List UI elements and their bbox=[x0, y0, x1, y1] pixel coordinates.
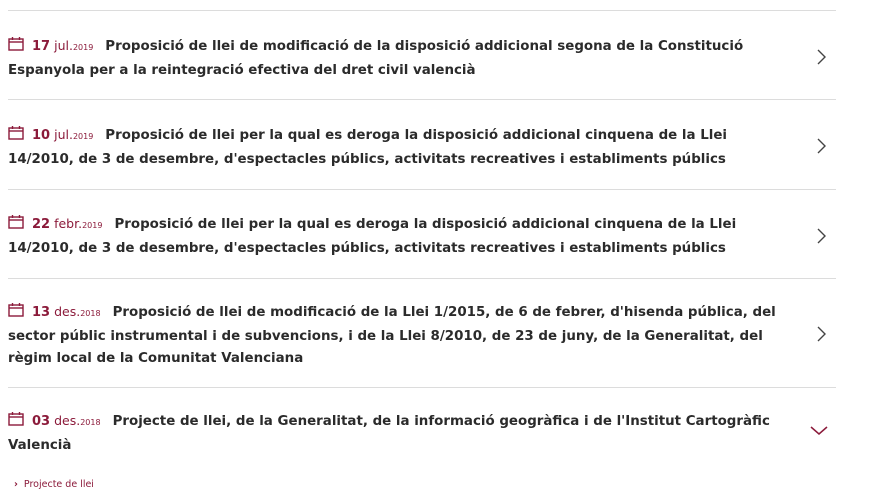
list-item[interactable] bbox=[8, 278, 836, 387]
item-title: Proposició de llei per la qual es deroga la disposició addicional cinquena de la Llei 14/2010, de 3 de desembre, d'espectacles públics, activitats recreatives i establiments públics bbox=[8, 128, 728, 167]
chevron-right-icon: › bbox=[14, 479, 18, 490]
item-text bbox=[8, 124, 788, 171]
sublink-projecte-de-llei[interactable] bbox=[14, 479, 94, 490]
item-text bbox=[8, 35, 788, 82]
chevron-down-icon[interactable] bbox=[810, 424, 828, 436]
item-month: jul. bbox=[54, 127, 73, 142]
item-month: des. bbox=[54, 413, 81, 428]
item-year: 2019 bbox=[72, 132, 94, 141]
item-title: Proposició de llei de modificació de la disposició addicional segona de la Constitució Espanyola per a la reintegració efectiva del dret civil valencià bbox=[8, 39, 744, 78]
chevron-right-icon[interactable] bbox=[814, 49, 828, 65]
item-year: 2019 bbox=[72, 43, 94, 52]
calendar-icon bbox=[8, 215, 24, 229]
calendar-icon bbox=[8, 303, 24, 317]
chevron-right-icon[interactable] bbox=[814, 138, 828, 154]
item-title: Proposició de llei per la qual es deroga la disposició addicional cinquena de la Llei 14/2010, de 3 de desembre, d'espectacles públics, activitats recreatives i establiments públics bbox=[8, 217, 737, 256]
list-item[interactable] bbox=[8, 10, 836, 99]
item-title: Proposició de llei de modificació de la Llei 1/2015, de 6 de febrer, d'hisenda pública, del sector públic instrumental i de subvencions, i de la Llei 8/2010, de 23 de juny, de la Generalitat, del règim local de la Comunitat Valenciana bbox=[8, 305, 776, 366]
chevron-right-icon[interactable] bbox=[814, 326, 828, 342]
item-year: 2018 bbox=[80, 418, 101, 427]
item-text bbox=[8, 301, 788, 371]
item-day: 10 bbox=[32, 128, 51, 143]
calendar-icon bbox=[8, 126, 24, 140]
item-month: des. bbox=[54, 304, 81, 319]
item-year: 2018 bbox=[80, 309, 101, 318]
calendar-icon bbox=[8, 37, 24, 51]
item-month: febr. bbox=[54, 216, 83, 231]
item-day: 17 bbox=[32, 39, 51, 54]
sublink-label: Projecte de llei bbox=[23, 479, 94, 490]
item-month: jul. bbox=[54, 38, 73, 53]
item-text bbox=[8, 410, 788, 457]
list-item[interactable] bbox=[8, 99, 836, 189]
list-item-expanded[interactable] bbox=[8, 387, 836, 467]
item-text bbox=[8, 213, 788, 260]
list-item[interactable] bbox=[8, 189, 836, 278]
item-year: 2019 bbox=[82, 221, 103, 230]
item-day: 22 bbox=[32, 217, 51, 232]
calendar-icon bbox=[8, 412, 24, 426]
item-day: 03 bbox=[32, 414, 51, 429]
item-title: Projecte de llei, de la Generalitat, de la informació geogràfica i de l'Institut Cartogràfic Valencià bbox=[8, 414, 770, 453]
item-day: 13 bbox=[32, 305, 51, 320]
chevron-right-icon[interactable] bbox=[814, 228, 828, 244]
